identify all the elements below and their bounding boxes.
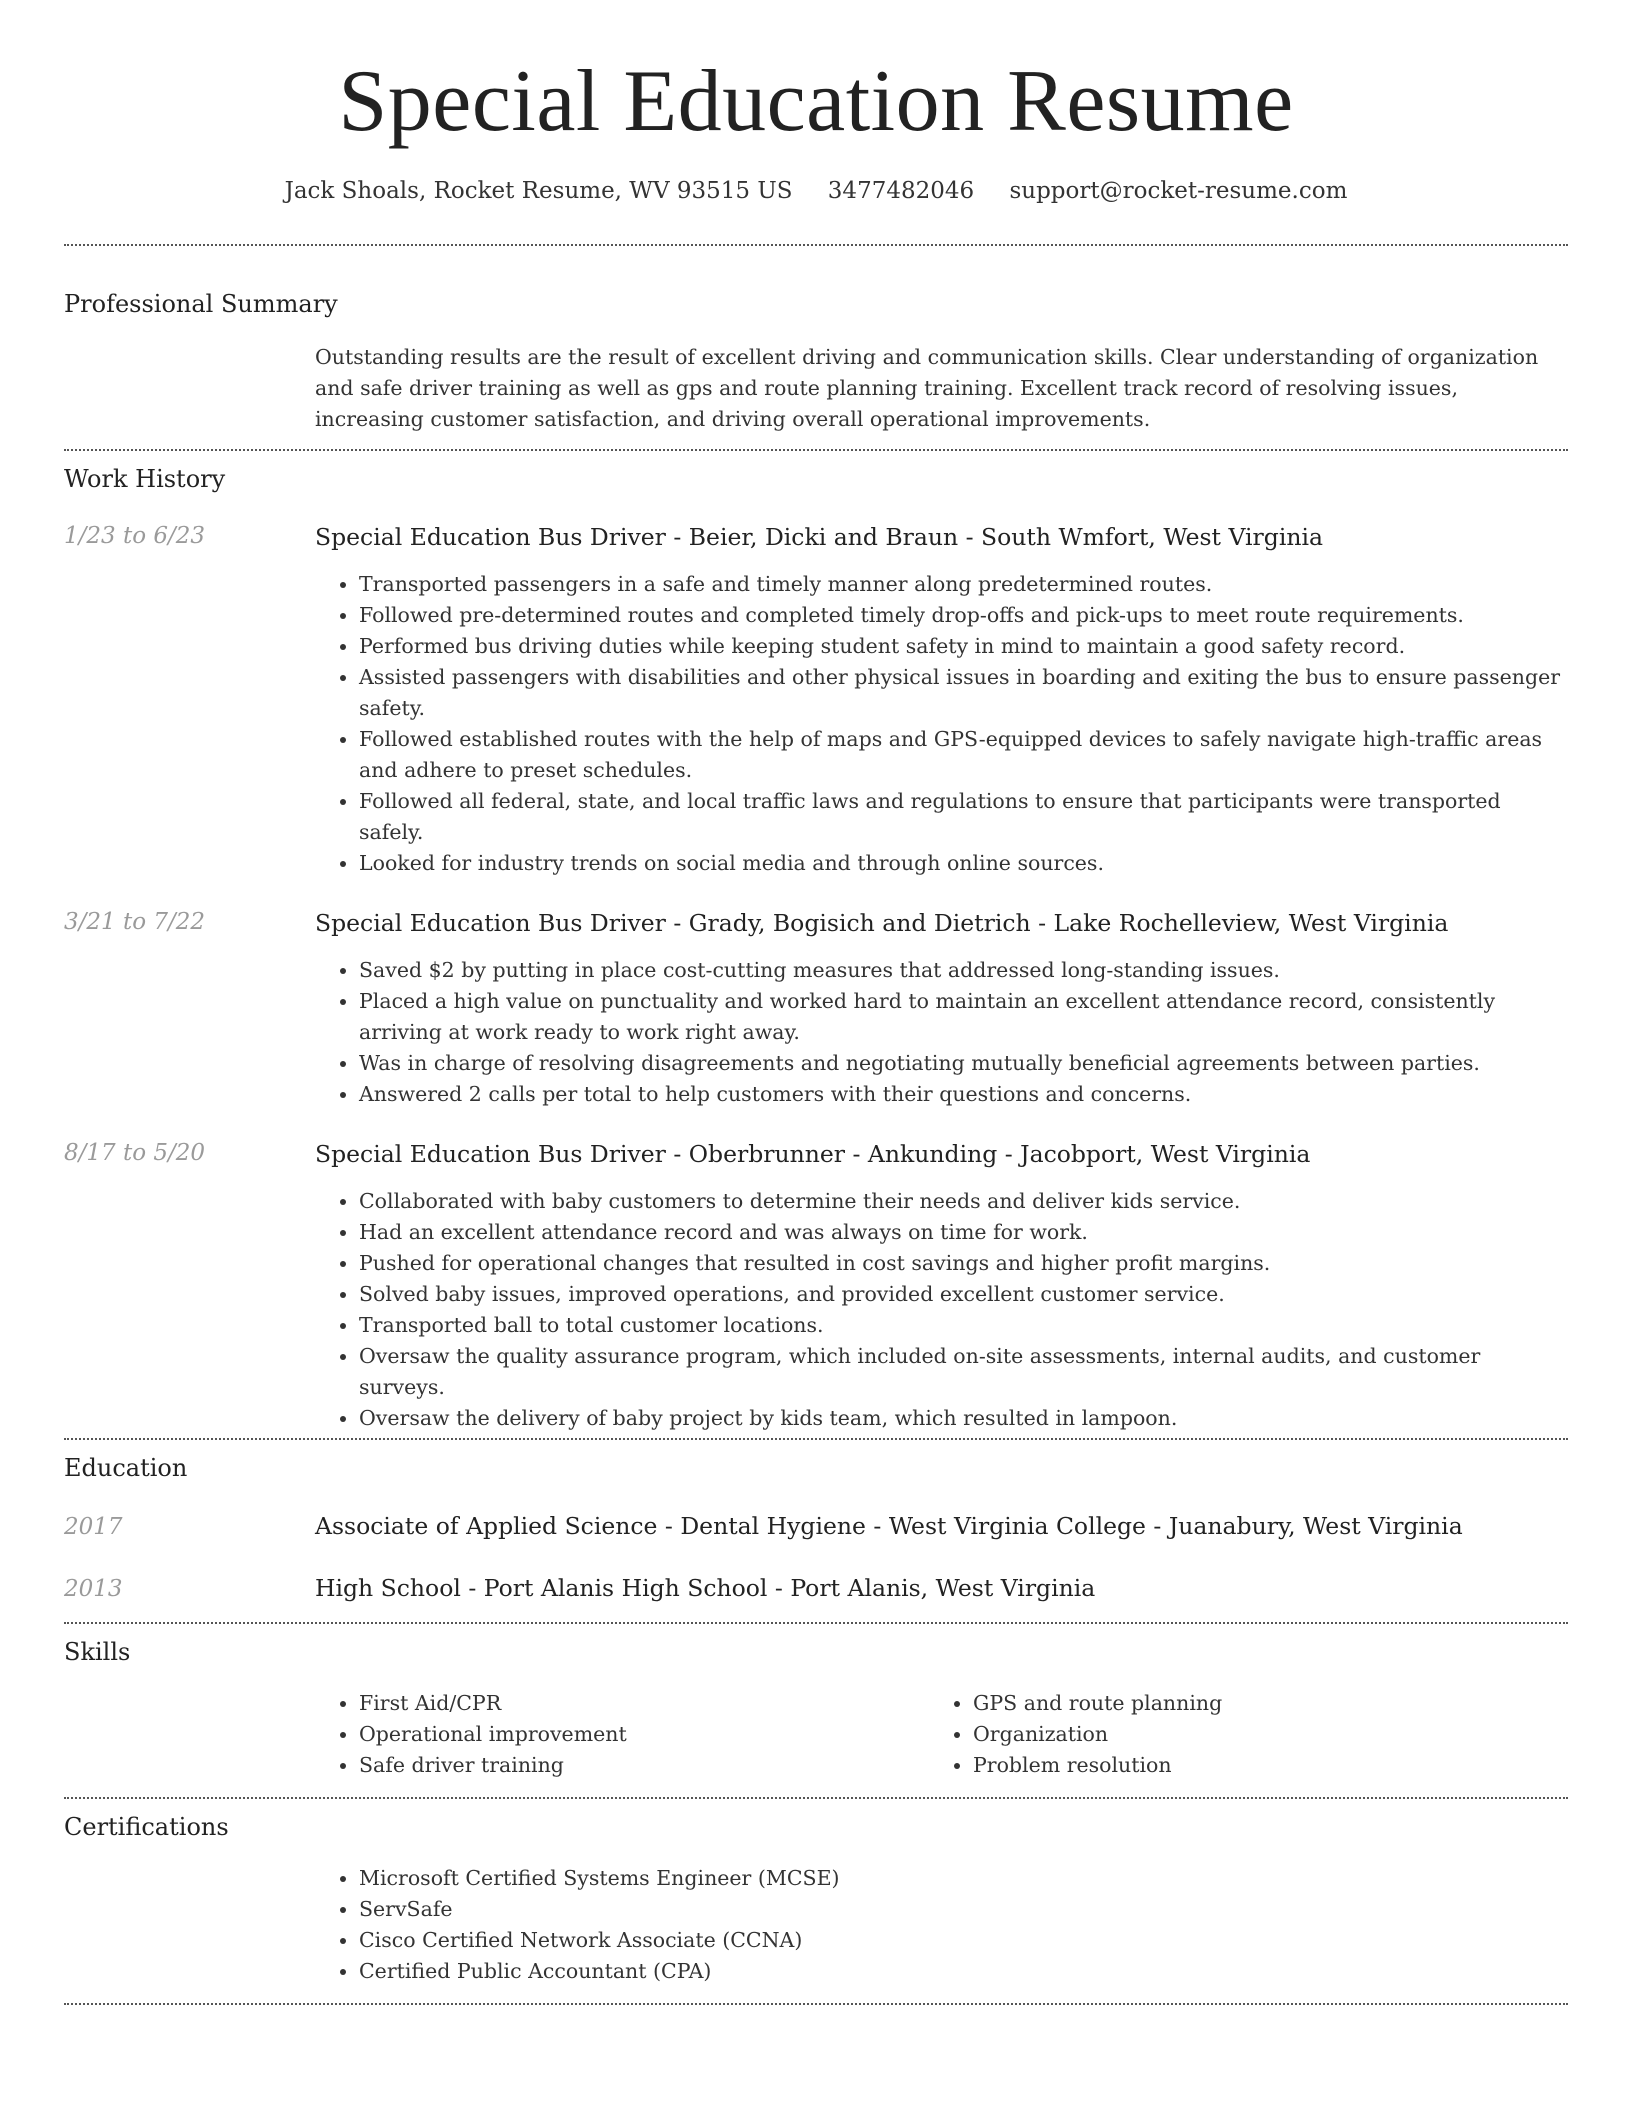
education-entry bbox=[64, 1512, 1568, 1540]
list-item: • Microsoft Certified Systems Engineer (MCSE) bbox=[359, 1863, 1568, 1894]
divider bbox=[64, 1438, 1568, 1440]
job-bullets bbox=[315, 1186, 1568, 1438]
education-heading: Education bbox=[64, 1454, 188, 1482]
list-item: • Answered 2 calls per total to help customers with their questions and concerns. bbox=[359, 1079, 1568, 1110]
list-item: • Cisco Certified Network Associate (CCNA) bbox=[359, 1925, 1568, 1956]
job-title: Special Education Bus Driver - Oberbrunner - Ankunding - Jacobport, West Virginia bbox=[315, 1140, 1311, 1168]
list-item: • Transported ball to total customer locations. bbox=[359, 1310, 1568, 1341]
list-item: • Followed established routes with the help of maps and GPS-equipped devices to safely navigate high-traffic areas and adhere to preset schedules. bbox=[359, 724, 1568, 786]
list-item: • Solved baby issues, improved operations, and provided excellent customer service. bbox=[359, 1279, 1568, 1310]
job-bullets bbox=[315, 955, 1568, 1110]
list-item: • Collaborated with baby customers to determine their needs and deliver kids service. bbox=[359, 1186, 1568, 1217]
divider bbox=[64, 1622, 1568, 1624]
job-body bbox=[315, 909, 1568, 1110]
job-entry bbox=[64, 909, 1568, 1110]
education-year: 2017 bbox=[64, 1514, 123, 1540]
certifications-heading: Certifications bbox=[64, 1813, 229, 1841]
job-title: Special Education Bus Driver - Grady, Bogisich and Dietrich - Lake Rochelleview, West Virginia bbox=[315, 909, 1449, 937]
certifications-list bbox=[64, 1863, 1568, 2003]
list-item: • Had an excellent attendance record and was always on time for work. bbox=[359, 1217, 1568, 1248]
job-entry bbox=[64, 523, 1568, 879]
list-item: • Followed pre-determined routes and completed timely drop-offs and pick-ups to meet route requirements. bbox=[359, 600, 1568, 631]
contact-address: Jack Shoals, Rocket Resume, WV 93515 US bbox=[284, 178, 793, 204]
list-item: • Oversaw the quality assurance program, which included on-site assessments, internal audits, and customer surveys. bbox=[359, 1341, 1568, 1403]
resume-title: Special Education Resume bbox=[338, 53, 1294, 150]
list-item: • Was in charge of resolving disagreements and negotiating mutually beneficial agreements between parties. bbox=[359, 1048, 1568, 1079]
divider bbox=[64, 244, 1568, 246]
list-item: • Operational improvement bbox=[359, 1719, 929, 1750]
certifications-items bbox=[315, 1863, 1568, 1987]
list-item: • Problem resolution bbox=[973, 1750, 1543, 1781]
list-item: • Organization bbox=[973, 1719, 1543, 1750]
work-history-heading: Work History bbox=[64, 465, 226, 493]
summary-text: Outstanding results are the result of excellent driving and communication skills. Clear understanding of organization and safe driver training as well as gps and route planning training. Excellent track record of resolving issues, increasing customer satisfaction, and driving overall operational improvements. bbox=[315, 345, 1539, 431]
list-item: • Followed all federal, state, and local traffic laws and regulations to ensure that participants were transported safely. bbox=[359, 786, 1568, 848]
skills-heading: Skills bbox=[64, 1638, 131, 1666]
skills-column-left bbox=[315, 1688, 929, 1781]
list-item: • Assisted passengers with disabilities and other physical issues in boarding and exiting the bus to ensure passenger safety. bbox=[359, 662, 1568, 724]
job-dates: 8/17 to 5/20 bbox=[64, 1140, 206, 1166]
education-text: Associate of Applied Science - Dental Hygiene - West Virginia College - Juanabury, West Virginia bbox=[315, 1512, 1463, 1540]
list-item: • Placed a high value on punctuality and worked hard to maintain an excellent attendance record, consistently arriving at work ready to work right away. bbox=[359, 986, 1568, 1048]
list-item: • First Aid/CPR bbox=[359, 1688, 929, 1719]
education-entry bbox=[64, 1574, 1568, 1622]
job-dates: 1/23 to 6/23 bbox=[64, 523, 206, 549]
list-item: • Performed bus driving duties while keeping student safety in mind to maintain a good safety record. bbox=[359, 631, 1568, 662]
summary-heading: Professional Summary bbox=[64, 290, 338, 318]
list-item: • ServSafe bbox=[359, 1894, 1568, 1925]
job-title: Special Education Bus Driver - Beier, Dicki and Braun - South Wmfort, West Virginia bbox=[315, 523, 1323, 551]
job-dates: 3/21 to 7/22 bbox=[64, 909, 206, 935]
list-item: • Looked for industry trends on social media and through online sources. bbox=[359, 848, 1568, 879]
divider bbox=[64, 1797, 1568, 1799]
education-text: High School - Port Alanis High School - Port Alanis, West Virginia bbox=[315, 1574, 1096, 1602]
list-item: • Oversaw the delivery of baby project by kids team, which resulted in lampoon. bbox=[359, 1403, 1568, 1434]
contact-email: support@rocket-resume.com bbox=[1009, 178, 1348, 204]
job-body bbox=[315, 1140, 1568, 1438]
list-item: • Transported passengers in a safe and timely manner along predetermined routes. bbox=[359, 569, 1568, 600]
job-body bbox=[315, 523, 1568, 879]
skills-list bbox=[315, 1688, 1568, 1797]
skills-column-right bbox=[929, 1688, 1543, 1781]
education-year: 2013 bbox=[64, 1576, 123, 1602]
list-item: • GPS and route planning bbox=[973, 1688, 1543, 1719]
contact-phone: 3477482046 bbox=[827, 178, 975, 204]
list-item: • Certified Public Accountant (CPA) bbox=[359, 1956, 1568, 1987]
list-item: • Pushed for operational changes that resulted in cost savings and higher profit margins. bbox=[359, 1248, 1568, 1279]
list-item: • Safe driver training bbox=[359, 1750, 929, 1781]
list-item: • Saved $2 by putting in place cost-cutting measures that addressed long-standing issues. bbox=[359, 955, 1568, 986]
job-bullets bbox=[315, 569, 1568, 879]
divider bbox=[64, 2003, 1568, 2005]
divider bbox=[64, 449, 1568, 451]
contact-line bbox=[64, 178, 1568, 212]
job-entry bbox=[64, 1140, 1568, 1438]
